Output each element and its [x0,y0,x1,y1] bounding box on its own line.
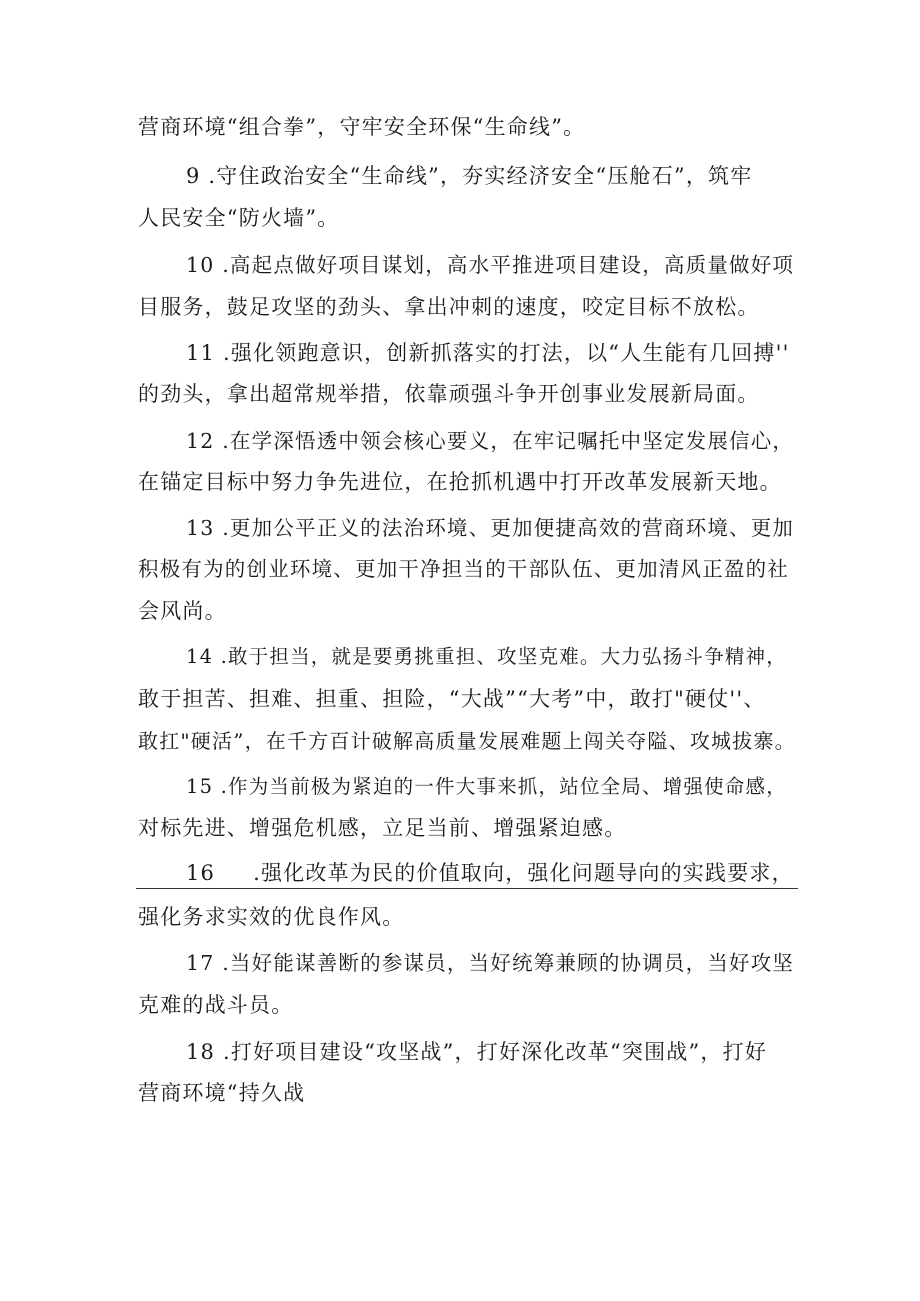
paragraph-14-line-2: 敢于担苦、担难、担重、担险，“大战”“大考”中，敢打"硬仗''、 [138,687,766,711]
paragraph-16-line-1 [186,858,798,888]
paragraph-15-line-1: 15 .作为当前极为紧迫的一件大事来抓，站位全局、增强使命感， [186,775,787,798]
paragraph-12-line-1: 12 .在学深悟透中领会核心要义，在牢记嘱托中坚定发展信心， [186,429,795,453]
horizontal-rule [136,888,798,889]
paragraph-17-line-1: 17 .当好能谋善断的参谋员，当好统筹兼顾的协调员，当好攻坚 [186,951,795,975]
paragraph-10-line-1: 10 .高起点做好项目谋划，高水平推进项目建设，高质量做好项 [186,253,795,277]
paragraph-11-line-2: 的劲头，拿出超常规举措，依靠顽强斗争开创事业发展新局面。 [138,382,760,406]
paragraph-16-number: 16 [186,861,216,885]
paragraph-11-line-1: 11 .强化领跑意识，创新抓落实的打法，以“人生能有几回搏'' [186,341,790,365]
paragraph-18-line-1: 18 .打好项目建设“攻坚战”，打好深化改革“突围战”，打好 [186,1040,768,1064]
paragraph-9-line-2: 人民安全“防火墙”。 [138,206,340,230]
paragraph-16-text: .强化改革为民的价值取向，强化问题导向的实践要求， [253,861,794,885]
paragraph-13-line-3: 会风尚。 [138,599,227,623]
paragraph-18-line-2: 营商环境“持久战 [138,1081,306,1105]
paragraph-13-line-2: 积极有为的创业环境、更加干净担当的干部队伍、更加清风正盈的社 [138,557,789,581]
paragraph-14-line-3: 敢扛"硬活”，在千方百计破解高质量发展难题上闯关夺隘、攻城拔寨。 [138,729,796,753]
paragraph-17-line-2: 克难的战斗员。 [138,993,294,1017]
paragraph-16-line-2: 强化务求实效的优良作风。 [138,905,405,929]
paragraph-15-line-2: 对标先进、增强危机感，立足当前、增强紧迫感。 [138,816,627,840]
paragraph-10-line-2: 目服务，鼓足攻坚的劲头、拿出冲刺的速度，咬定目标不放松。 [138,295,760,319]
text-line: 营商环境“组合拳”，守牢安全环保“生命线”。 [138,115,586,139]
paragraph-12-line-2: 在锚定目标中努力争先进位，在抢抓机遇中打开改革发展新天地。 [138,470,782,494]
paragraph-9-line-1: 9 .守住政治安全“生命线”，夯实经济安全“压舱石”，筑牢 [186,164,753,188]
paragraph-14-line-1: 14 .敢于担当，就是要勇挑重担、攻坚克难。大力弘扬斗争精神， [186,645,787,668]
paragraph-13-line-1: 13 .更加公平正义的法治环境、更加便捷高效的营商环境、更加 [186,516,795,540]
